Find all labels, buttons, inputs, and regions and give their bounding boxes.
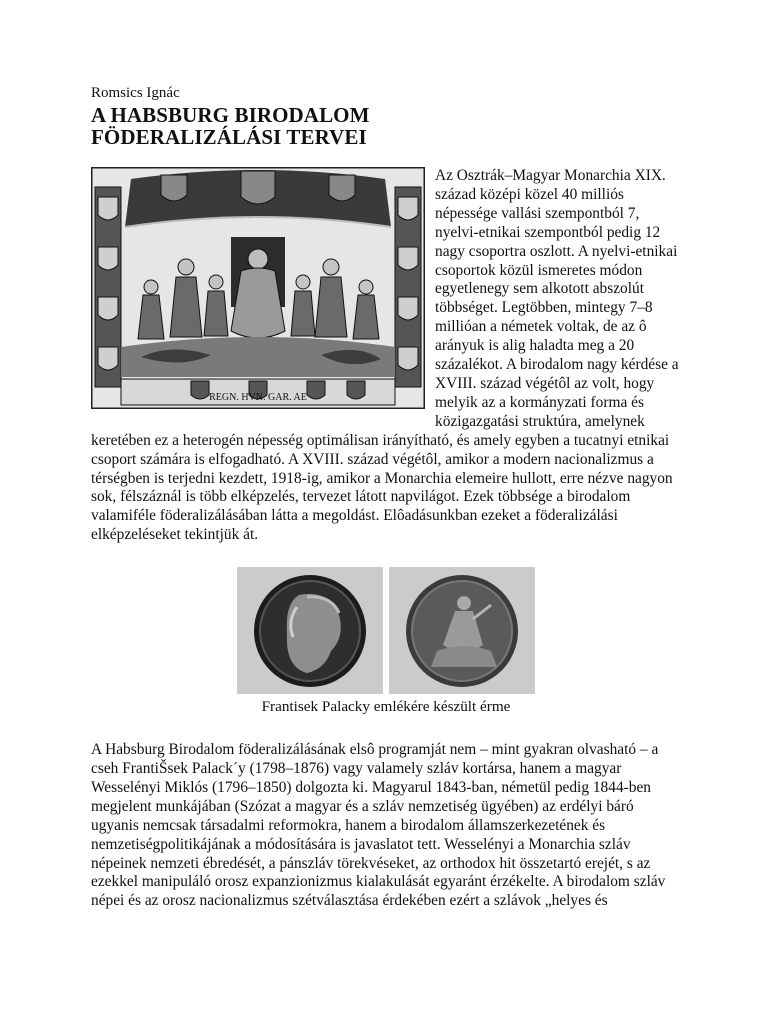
engraving-inscription: REGN. HVN. GAR. AE — [209, 392, 307, 403]
document-title — [91, 104, 681, 148]
medal-reverse-allegory-image — [389, 567, 535, 694]
medal-photos — [91, 567, 681, 694]
author-name: Romsics Ignác — [91, 85, 180, 101]
allegorical-engraving-image — [91, 167, 425, 409]
intro-paragraph: Az Osztrák–Magyar Monarchia XIX. század középi közel 40 milliós népessége vallási szempontból 7, nyelvi-etnikai szempontból pedig 12 nagy csoportra oszlott. A nyelvi-etnikai csoportok közül ismeretes módon egyetlenegy sem alkotott abszolút többséget. Legtöbben, mintegy 7–8 millióan a németek voltak, de az ô arányuk is alig haladta meg a 20 százalékot. A birodalom nagy kérdése a XVIII. század végétôl az volt, hogy melyik az a kormányzati forma és közigazgatási struktúra, amelynek keretében ez a heterogén népesség optimálisan irányítható, és amely egyben a tucatnyi etnikai csoport számára is elfogadható. A XVIII. század végétôl, amikor a modern nacionalizmus a térségben is terjedni kezdett, 1918-ig, amikor a Monarchia elemeire hullott, erre nézve nagyon sok, félszáznál is több elképzelés, tervezet látott napvilágot. Ezek többsége a birodalom valamiféle föderalizálásában látta a megoldást. Elôadásunkban ezeket a föderalizálási elképzeléseket tekintjük át. — [91, 167, 679, 544]
intro-section — [91, 167, 681, 545]
title-line-1: A HABSBURG BIRODALOM — [91, 103, 370, 127]
document-page — [91, 84, 681, 911]
second-paragraph: A Habsburg Birodalom föderalizálásának elsô programját nem – mint gyakran olvasható – a cseh FrantiŠsek Palack´y (1798–1876) vagy valamely szláv kortársa, hanem a magyar Wesselényi Miklós (1796–1850) dolgozta ki. Magyarul 1843-ban, németül pedig 1844-ben megjelent munkájában (Szózat a magyar és a szláv nemzetiség ügyében) az erdélyi báró ugyanis nemcsak társadalmi reformokra, hanem a birodalom államszerkezetének és nemzetiségpolitikájának a módosítására is javaslatot tett. Wesselényi a Monarchia szláv népeinek nemzeti ébredését, a pánszláv törekvéseket, az orthodox hit összetartó erejét, s az ezekkel manipuláló orosz expanzionizmus kialakulását egyaránt érzékelte. A birodalom szláv népei és az orosz nacionalizmus szétválasztása érdekében ezért a szlávok „helyes és — [91, 741, 666, 910]
medal-caption: Frantisek Palacky emlékére készült érme — [261, 698, 511, 716]
title-line-2: FÖDERALIZÁLÁSI TERVEI — [91, 125, 367, 149]
medal-obverse-portrait-image — [237, 567, 383, 694]
